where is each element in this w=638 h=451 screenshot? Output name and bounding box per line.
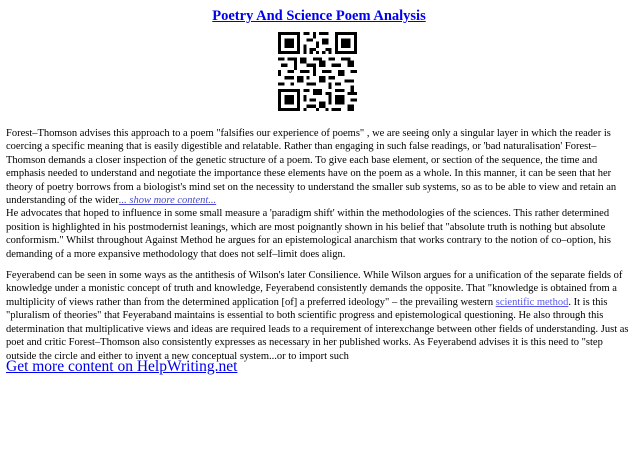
paragraph-1-continuation: He advocates that hoped to influence in some small measure a 'paradigm shift' within the methodologies of the sciences. This rather determined position is highlighted in his postmodernist leanings, which are most poignantly shown in his belief that "absolute truth is nothing but absolute conformism." Whilst throughout Against Method he argues for an epistemological anarchism that works contrary to the notion of co–option, his demanding of a more expansive methodology that does not self–limit does align. <box>6 208 611 260</box>
paragraph-2-continuation: . It is this "pluralism of theories" that Feyeraband maintains is essential to both scientific progress and epistemological questioning. He also through this determination that multiplicative views and ideas are required leads to a requirement of interexchange between other fields of understanding. Just as poet and critic Forest–Thomson also consistently expresses as necessary in her published works. As Feyerabend advises it is this need to "step outside the circle and either to invent a new conceptual system...or to import such <box>6 296 629 362</box>
paragraph-1 <box>6 127 634 261</box>
paragraph-2-text: Feyerabend can be seen in some ways as the antithesis of Wilson's later Consilience. While Wilson argues for a unification of the separate fields of knowledge under a monistic concept of truth and knowledge, Feyerabend consistently demands the opposite. That "knowledge is obtained from a multiplicity of views rather than from the determined application [of] a preferred ideology" – the prevailing western <box>6 270 623 308</box>
show-more-link[interactable]: ... show more content... <box>118 195 217 207</box>
paragraph-1-text: Forest–Thomson advises this approach to a poem "falsifies our experience of poems" , we are seeing only a singular layer in which the reader is coercing a specific meaning that is easily digestible and relatable. Rather than engaging in such false readings, or 'bad naturalisation' Forest–Thomson demands a closer inspection of the genetic structure of a poem. To give each base element, or section of the sequence, the time and emphasis needed to understand and negotiate the importance these elements have on the poem as a whole. In this manner, it can be seen that her theory of poetry borrows from a biologist's mind set on the necessity to understand the smaller sub systems, so as to be able to view and retain an understanding of the wider <box>6 128 617 207</box>
title-link[interactable]: Poetry And Science Poem Analysis <box>212 8 426 24</box>
get-more-content-link[interactable]: Get more content on HelpWriting.net <box>6 358 238 375</box>
qr-code <box>278 32 357 111</box>
article-body <box>6 127 634 363</box>
paragraph-2 <box>6 269 634 363</box>
page-title <box>0 8 638 25</box>
scientific-method-link[interactable]: scientific method <box>495 296 569 308</box>
